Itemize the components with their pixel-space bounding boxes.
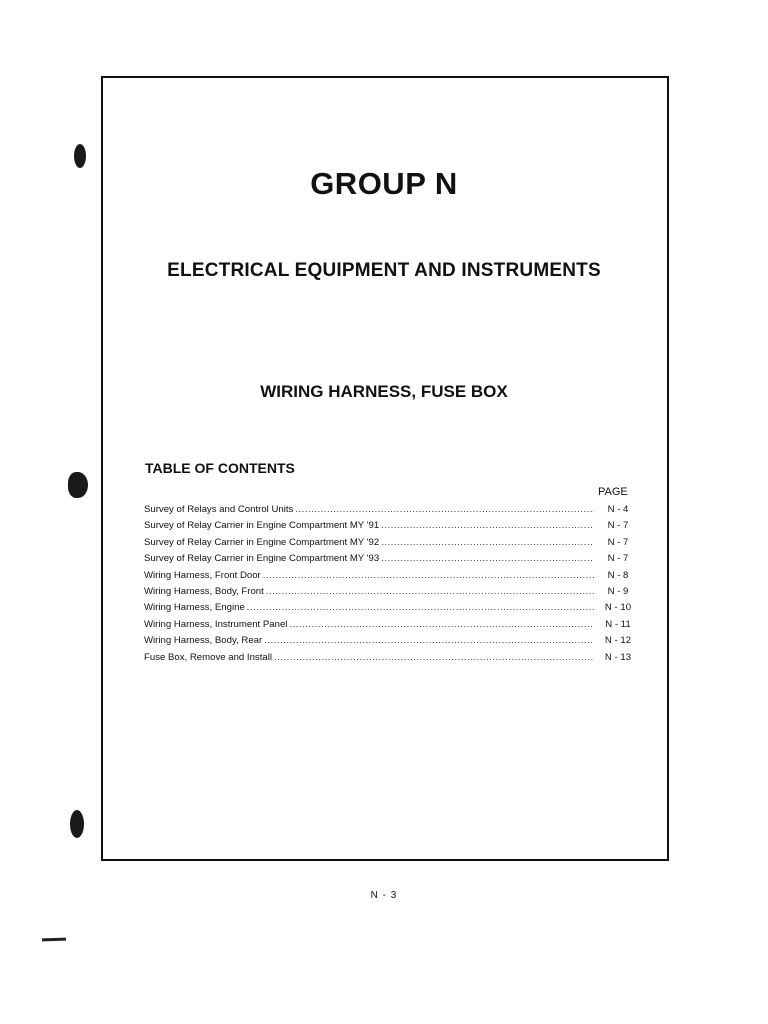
toc-entry-title: Survey of Relays and Control Units — [144, 504, 294, 515]
punch-hole-bottom — [70, 810, 84, 838]
toc-entry-page: N - 4 — [607, 504, 629, 515]
toc-entry-title: Survey of Relay Carrier in Engine Compartment MY '91 — [144, 520, 380, 532]
toc-entry[interactable] — [144, 551, 640, 567]
toc-entry-title: Wiring Harness, Front Door — [144, 569, 261, 581]
group-title: GROUP N — [310, 166, 458, 201]
toc-page-column-label: PAGE — [598, 486, 628, 498]
toc-entry[interactable] — [144, 518, 640, 534]
toc-entry[interactable] — [144, 502, 640, 518]
toc-entry-page: N - 7 — [607, 553, 629, 565]
section-title: ELECTRICAL EQUIPMENT AND INSTRUMENTS — [167, 260, 601, 281]
toc-entry-page: N - 12 — [604, 635, 632, 647]
punch-hole-middle — [68, 472, 88, 498]
toc-leader-dots — [263, 568, 594, 584]
toc-entry-page: N - 11 — [605, 618, 631, 630]
toc-entry-title: Survey of Relay Carrier in Engine Compartment MY '92 — [144, 536, 380, 548]
toc-entry-title: Fuse Box, Remove and Install — [144, 651, 272, 663]
toc-leader-dots — [264, 633, 594, 649]
toc-entry-page: N - 7 — [607, 520, 629, 532]
toc-entry-page: N - 8 — [607, 569, 629, 581]
toc-entry-title: Wiring Harness, Instrument Panel — [144, 618, 288, 630]
toc-entry-page: N - 7 — [607, 536, 629, 548]
toc-entry[interactable] — [144, 600, 640, 616]
toc-leader-dots — [381, 551, 594, 567]
toc-list — [144, 502, 640, 666]
toc-leader-dots — [289, 617, 594, 633]
toc-heading: TABLE OF CONTENTS — [145, 460, 295, 476]
toc-entry-title: Wiring Harness, Body, Rear — [144, 635, 263, 647]
toc-entry-page: N - 13 — [604, 651, 632, 663]
toc-entry-title: Wiring Harness, Engine — [144, 602, 245, 614]
toc-entry[interactable] — [144, 535, 640, 551]
toc-entry[interactable] — [144, 633, 640, 649]
toc-leader-dots — [295, 502, 594, 518]
toc-entry-page: N - 10 — [604, 602, 632, 614]
toc-entry-title: Survey of Relay Carrier in Engine Compartment MY '93 — [144, 553, 380, 565]
toc-entry[interactable] — [144, 568, 640, 584]
toc-leader-dots — [274, 650, 594, 666]
toc-leader-dots — [266, 584, 594, 600]
sub-title: WIRING HARNESS, FUSE BOX — [260, 382, 508, 401]
toc-leader-dots — [381, 535, 594, 551]
punch-hole-top — [74, 144, 86, 168]
scan-mark — [42, 938, 66, 942]
toc-leader-dots — [247, 600, 594, 616]
toc-leader-dots — [381, 518, 594, 534]
toc-entry[interactable] — [144, 617, 640, 633]
page-number: N - 3 — [370, 890, 398, 901]
toc-entry[interactable] — [144, 584, 640, 600]
toc-entry-page: N - 9 — [607, 585, 629, 597]
toc-entry-title: Wiring Harness, Body, Front — [144, 585, 264, 597]
toc-entry[interactable] — [144, 650, 640, 666]
